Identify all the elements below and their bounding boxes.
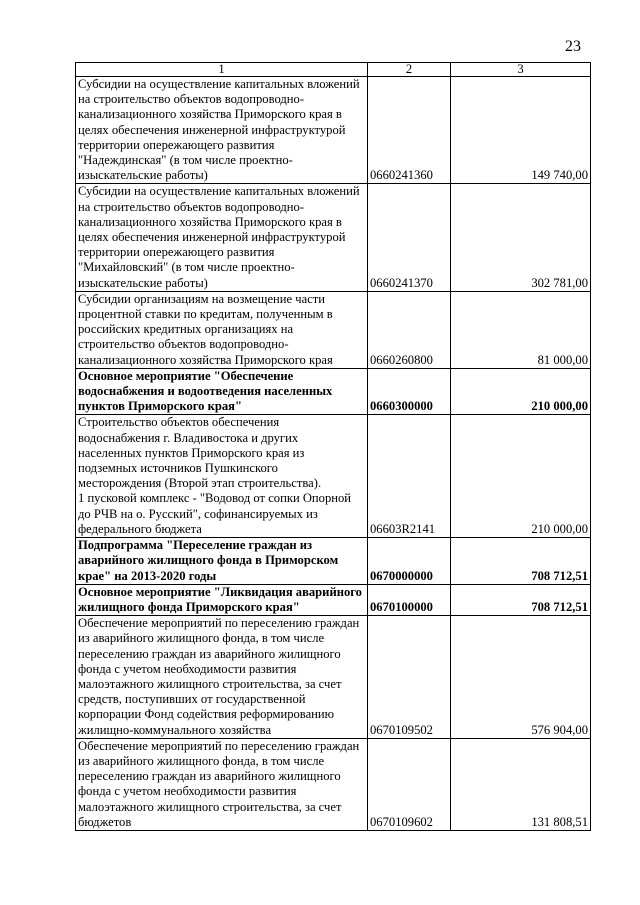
table-header-row [76, 63, 591, 77]
table-row [76, 368, 591, 415]
row-amount: 131 808,51 [451, 738, 591, 830]
row-description: Строительство объектов обеспечения водоснабжения г. Владивостока и других населенных пунктов Приморского края из подземных источников Пушкинского месторождения (Второй этап строительства). 1 пусковой комплекс - "Водовод от сопки Опорной до РЧВ на о. Русский", софинансируемых из федерального бюджета [76, 415, 368, 538]
row-code: 06603R2141 [368, 415, 451, 538]
row-code: 0670109602 [368, 738, 451, 830]
row-description: Субсидии организациям на возмещение части процентной ставки по кредитам, полученным в российских кредитных организациях на строительство объектов водопроводно- канализационного хозяйства Приморского края [76, 291, 368, 368]
row-amount: 149 740,00 [451, 77, 591, 184]
row-amount: 708 712,51 [451, 538, 591, 585]
row-code: 0660260800 [368, 291, 451, 368]
table-row [76, 184, 591, 291]
row-amount: 210 000,00 [451, 368, 591, 415]
column-header-code: 2 [368, 63, 451, 77]
table-row [76, 415, 591, 538]
table-row [76, 616, 591, 739]
row-code: 0660300000 [368, 368, 451, 415]
table-row [76, 291, 591, 368]
table-row [76, 584, 591, 615]
row-description: Основное мероприятие "Ликвидация аварийного жилищного фонда Приморского края" [76, 584, 368, 615]
table-row [76, 77, 591, 184]
row-amount: 708 712,51 [451, 584, 591, 615]
row-amount: 302 781,00 [451, 184, 591, 291]
page-number: 23 [565, 38, 581, 55]
row-amount: 210 000,00 [451, 415, 591, 538]
row-code: 0670000000 [368, 538, 451, 585]
row-code: 0670100000 [368, 584, 451, 615]
row-code: 0660241370 [368, 184, 451, 291]
column-header-amount: 3 [451, 63, 591, 77]
row-amount: 81 000,00 [451, 291, 591, 368]
column-header-description: 1 [76, 63, 368, 77]
row-code: 0670109502 [368, 616, 451, 739]
row-description: Основное мероприятие "Обеспечение водоснабжения и водоотведения населенных пунктов Приморского края" [76, 368, 368, 415]
table-row [76, 538, 591, 585]
row-code: 0660241360 [368, 77, 451, 184]
table-body [76, 77, 591, 831]
row-description: Субсидии на осуществление капитальных вложений на строительство объектов водопроводно- канализационного хозяйства Приморского края в целях обеспечения инженерной инфраструктурой территории опережающего развития "Надеждинская" (в том числе проектно- изыскательские работы) [76, 77, 368, 184]
row-description: Подпрограмма "Переселение граждан из аварийного жилищного фонда в Приморском крае" на 2013-2020 годы [76, 538, 368, 585]
row-description: Обеспечение мероприятий по переселению граждан из аварийного жилищного фонда, в том числе переселению граждан из аварийного жилищного фонда с учетом необходимости развития малоэтажного жилищного строительства, за счет средств, поступивших от государственной корпорации Фонд содействия реформированию жилищно-коммунального хозяйства [76, 616, 368, 739]
row-description: Обеспечение мероприятий по переселению граждан из аварийного жилищного фонда, в том числе переселению граждан из аварийного жилищного фонда с учетом необходимости развития малоэтажного жилищного строительства, за счет бюджетов [76, 738, 368, 830]
budget-table [75, 62, 591, 831]
row-amount: 576 904,00 [451, 616, 591, 739]
row-description: Субсидии на осуществление капитальных вложений на строительство объектов водопроводно- канализационного хозяйства Приморского края в целях обеспечения инженерной инфраструктурой территории опережающего развития "Михайловский" (в том числе проектно- изыскательские работы) [76, 184, 368, 291]
table-row [76, 738, 591, 830]
